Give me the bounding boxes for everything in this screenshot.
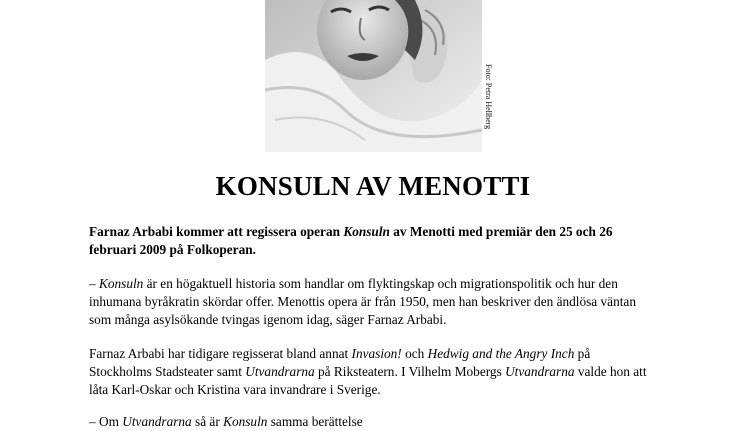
bg-text-3: på Stockholms Stadsteater samt (89, 346, 591, 379)
background-paragraph (89, 345, 649, 399)
closing-work-1: Utvandrarna (122, 414, 192, 429)
closing-text-2: så är (191, 414, 224, 429)
closing-work-2: Konsuln (223, 414, 268, 429)
lead-paragraph (89, 223, 649, 259)
quote-dash: – (89, 276, 99, 291)
bg-work-3: Utvandrarna (245, 364, 315, 379)
document-title: KONSULN AV MENOTTI (215, 171, 531, 201)
photo-credit: Foto: Petra Hellberg (484, 64, 493, 130)
lead-opera-title: Konsuln (343, 224, 390, 239)
portrait-photo-drawing (265, 0, 482, 152)
bg-text-2: och (401, 346, 428, 361)
bg-text-5: valde hon att låta Karl-Oskar och Kristina vara invandrare i Sverige. (89, 364, 647, 397)
bg-work-4: Utvandrarna (505, 364, 575, 379)
quote-paragraph (89, 275, 649, 329)
portrait-photo (265, 0, 482, 152)
quote-opera-title: Konsuln (98, 276, 144, 291)
bg-work-2: Hedwig and the Angry Inch (427, 346, 575, 361)
bg-text-4: på Riksteatern. I Vilhelm Mobergs (314, 364, 506, 379)
bg-work-1: Invasion! (351, 346, 402, 361)
lead-text-1: Farnaz Arbabi kommer att regissera operan (89, 224, 344, 239)
lead-text-2: av Menotti med premiär den 25 och 26 februari 2009 på Folkoperan. (89, 224, 613, 257)
closing-text-3: samma berättelse (267, 414, 363, 429)
bg-text-1: Farnaz Arbabi har tidigare regisserat bland annat (89, 346, 352, 361)
quote-text: är en högaktuell historia som handlar om flyktingskap och migrationspolitik och hur den inhumana byråkratin skördar offer. Menottis opera är från 1950, men han beskriver den ändlösa väntan som många asylsökande tvingas igenom idag, säger Farnaz Arbabi. (89, 276, 636, 327)
closing-paragraph (89, 413, 649, 431)
closing-text-1: – Om (89, 414, 123, 429)
